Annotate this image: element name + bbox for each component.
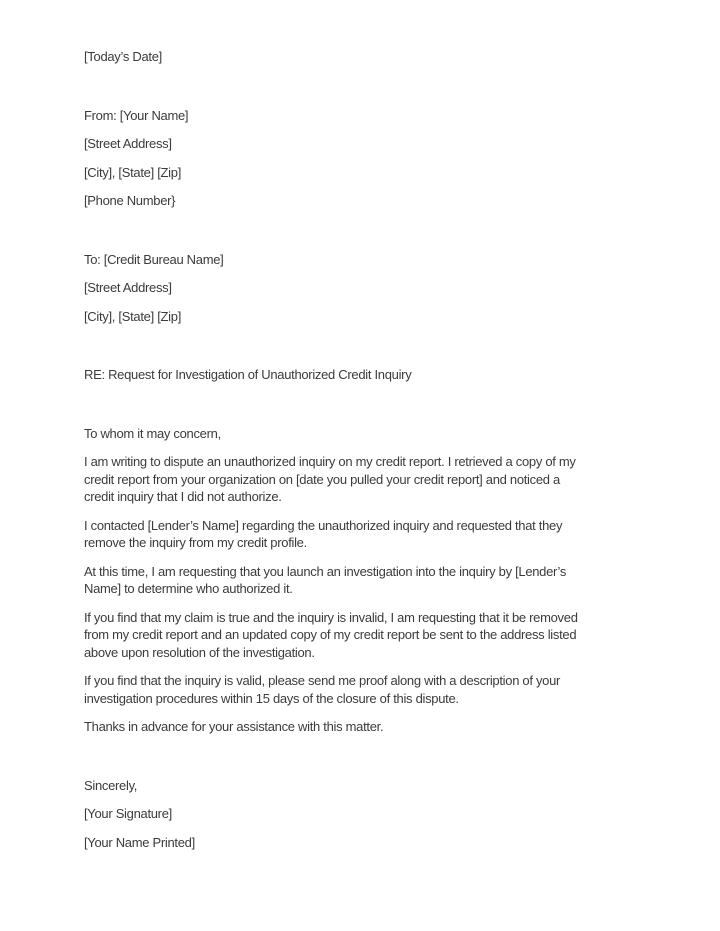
body-line: credit report from your organization on [date you pulled your credit report] and noticed a <box>84 471 560 487</box>
body-paragraph-4 <box>84 609 578 662</box>
salutation: To whom it may concern, <box>84 425 221 441</box>
recipient-city-state-zip: [City], [State] [Zip] <box>84 308 182 324</box>
body-line: remove the inquiry from my credit profile. <box>84 535 307 550</box>
body-line: investigation procedures within 15 days of the closure of this dispute. <box>84 690 459 706</box>
subject-line: RE: Request for Investigation of Unauthorized Credit Inquiry <box>84 367 412 382</box>
date-line: [Today’s Date] <box>84 49 162 64</box>
body-line: At this time, I am requesting that you launch an investigation into the inquiry by [Lender’s <box>84 563 567 579</box>
printed-name-placeholder: [Your Name Printed] <box>84 834 195 850</box>
body-line: from my credit report and an updated copy of my credit report be sent to the address listed <box>84 627 577 642</box>
body-line: Name] to determine who authorized it. <box>84 581 293 596</box>
body-paragraph-5 <box>84 672 560 707</box>
signature-placeholder: [Your Signature] <box>84 806 172 821</box>
body-line: If you find that the inquiry is valid, please send me proof along with a description of your <box>84 673 561 688</box>
body-line: credit inquiry that I did not authorize. <box>84 489 282 504</box>
body-paragraph-2 <box>84 517 562 552</box>
body-paragraph-3 <box>84 563 566 598</box>
body-line: above upon resolution of the investigation. <box>84 644 315 660</box>
body-line: I am writing to dispute an unauthorized inquiry on my credit report. I retrieved a copy of my <box>84 454 576 469</box>
body-line: I contacted [Lender’s Name] regarding the unauthorized inquiry and requested that they <box>84 517 563 533</box>
body-paragraph-1 <box>84 453 576 506</box>
recipient-street: [Street Address] <box>84 280 172 295</box>
body-line: If you find that my claim is true and the inquiry is invalid, I am requesting that it be removed <box>84 609 578 625</box>
valediction: Sincerely, <box>84 777 138 793</box>
sender-phone: [Phone Number} <box>84 193 176 208</box>
recipient-to-line: To: [Credit Bureau Name] <box>84 251 224 267</box>
sender-from-line: From: [Your Name] <box>84 107 189 123</box>
body-line: Thanks in advance for your assistance with this matter. <box>84 719 384 734</box>
sender-street: [Street Address] <box>84 136 172 151</box>
sender-city-state-zip: [City], [State] [Zip] <box>84 164 182 180</box>
body-paragraph-6 <box>84 718 383 736</box>
